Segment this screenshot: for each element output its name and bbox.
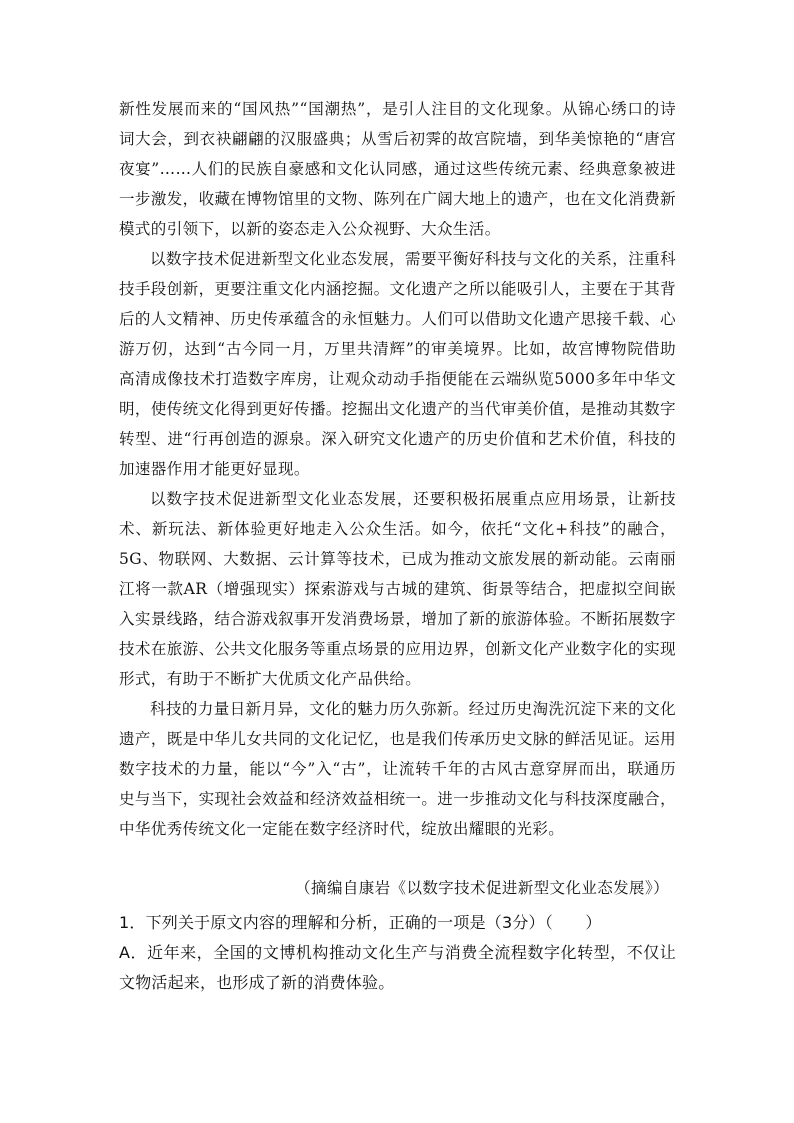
article-paragraph-3: 以数字技术促进新型文化业态发展，还要积极拓展重点应用场景，让新技术、新玩法、新体验更好地走入公众生活。如今，依托“文化+科技”的融合，5G、物联网、大数据、云计算等技术，已成为推动文旅发展的新动能。云南丽江将一款AR（增强现实）探索游戏与古城的建筑、街景等结合，把虚拟空间嵌入实景线路，结合游戏叙事开发消费场景，增加了新的旅游体验。不断拓展数字技术在旅游、公共文化服务等重点场景的应用边界，创新文化产业数字化的实现形式，有助于不断扩大优质文化产品供给。 — [119, 490, 676, 688]
article-paragraph-1: 新性发展而来的“国风热”“国潮热”，是引人注目的文化现象。从锦心绣口的诗词大会，到衣袂翩翩的汉服盛典；从雪后初霁的故宫院墙，到华美惊艳的“唐宫夜宴”……人们的民族自豪感和文化认同感，通过这些传统元素、经典意象被进一步激发，收藏在博物馆里的文物、陈列在广阔大地上的遗产，也在文化消费新模式的引领下，以新的姿态走入公众视野、大众生活。 — [119, 100, 676, 238]
question-option-a: A．近年来，全国的文博机构推动文化生产与消费全流程数字化转型，不仅让文物活起来，也形成了新的消费体验。 — [119, 943, 676, 992]
question-1 — [119, 908, 676, 998]
question-stem: 1．下列关于原文内容的理解和分析，正确的一项是（3分）（ ） — [119, 913, 602, 932]
article-body — [119, 94, 676, 844]
article-paragraph-2: 以数字技术促进新型文化业态发展，需要平衡好科技与文化的关系，注重科技手段创新，更要注重文化内涵挖掘。文化遗产之所以能吸引人，主要在于其背后的人文精神、历史传承蕴含的永恒魅力。人们可以借助文化遗产思接千载、心游万仞，达到“古今同一月，万里共清辉”的审美境界。比如，故宫博物院借助高清成像技术打造数字库房，让观众动动手指便能在云端纵览5000多年中华文明，使传统文化得到更好传播。挖掘出文化遗产的当代审美价值，是推动其数字转型、进“行再创造的源泉。深入研究文化遗产的历史价值和艺术价值，科技的加速器作用才能更好显现。 — [119, 250, 676, 478]
article-paragraph-4: 科技的力量日新月异，文化的魅力历久弥新。经过历史淘洗沉淀下来的文化遗产，既是中华儿女共同的文化记忆，也是我们传承历史文脉的鲜活见证。运用数字技术的力量，能以“今”入“古”，让流转千年的古风古意穿屏而出，联通历史与当下，实现社会效益和经济效益相统一。进一步推动文化与科技深度融合，中华优秀传统文化一定能在数字经济时代，绽放出耀眼的光彩。 — [119, 700, 676, 838]
article-source: （摘编自康岩《以数字技术促进新型文化业态发展》） — [295, 879, 669, 897]
